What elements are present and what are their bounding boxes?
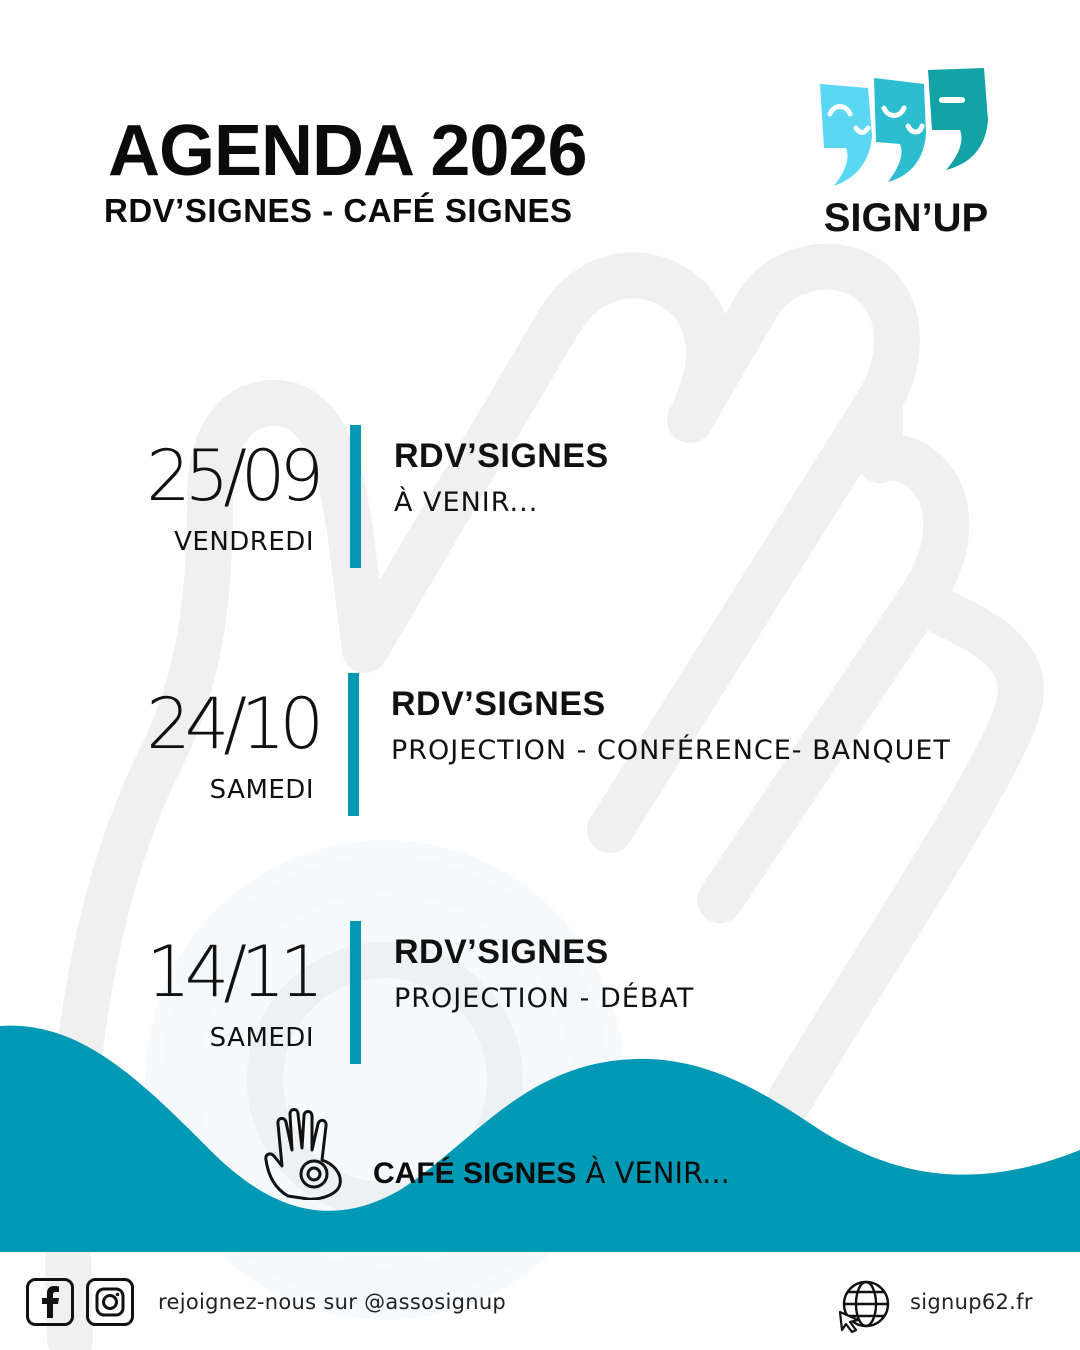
- facebook-icon[interactable]: [26, 1278, 74, 1326]
- hand-sign-icon: [262, 1104, 344, 1200]
- event-2: [0, 673, 1080, 823]
- page-subtitle: RDV’SIGNES - CAFÉ SIGNES: [104, 192, 573, 229]
- event-title: RDV’SIGNES: [394, 437, 609, 475]
- cafe-label-rest: À VENIR...: [576, 1156, 730, 1190]
- event-date: 25/09: [146, 435, 318, 517]
- event-description: PROJECTION - CONFÉRENCE- BANQUET: [391, 735, 951, 766]
- event-day: SAMEDI: [209, 1023, 314, 1053]
- event-date: 14/11: [146, 931, 318, 1013]
- website-link[interactable]: signup62.fr: [910, 1290, 1033, 1314]
- event-date: 24/10: [146, 683, 318, 765]
- event-description: PROJECTION - DÉBAT: [394, 983, 695, 1014]
- logo-text: SIGN’UP: [823, 196, 989, 240]
- event-day: SAMEDI: [209, 775, 314, 805]
- cafe-label-bold: CAFÉ SIGNES: [373, 1157, 577, 1190]
- cafe-signes-note: [373, 1156, 730, 1191]
- instagram-icon[interactable]: [86, 1278, 134, 1326]
- event-day: VENDREDI: [174, 527, 314, 557]
- event-title: RDV’SIGNES: [391, 685, 606, 723]
- event-divider: [348, 673, 359, 816]
- event-divider: [350, 921, 361, 1064]
- social-text[interactable]: rejoignez-nous sur @assosignup: [158, 1290, 507, 1314]
- event-title: RDV’SIGNES: [394, 933, 609, 971]
- event-3: [0, 921, 1080, 1071]
- page-title: AGENDA 2026: [108, 111, 587, 191]
- event-divider: [350, 425, 361, 568]
- globe-cursor-icon: [836, 1278, 892, 1334]
- event-1: [0, 425, 1080, 575]
- event-description: À VENIR...: [394, 487, 539, 518]
